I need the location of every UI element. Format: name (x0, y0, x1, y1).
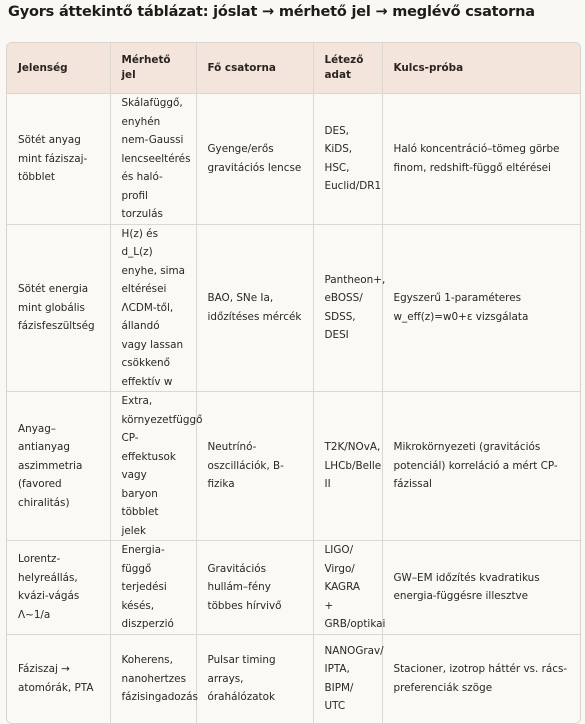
table-cell: Sötét energia mint globális fázisfeszültség (7, 224, 110, 392)
table-cell: H(z) és d_L(z) enyhe, sima eltérései ΛCDM-től, állandó vagy lassan csökkenő effektív w (110, 224, 196, 392)
table-cell: LIGO/ Virgo/ KAGRA + GRB/optikai (313, 541, 382, 635)
table-cell: Haló koncentráció–tömeg görbe finom, redshift-függő eltérései (382, 94, 580, 225)
header-existing-data: Létező adat (313, 43, 382, 94)
table-cell: Gyenge/erős gravitációs lencse (196, 94, 313, 225)
header-phenomenon: Jelenség (7, 43, 110, 94)
table-cell: Koherens, nanohertzes fázisingadozás (110, 634, 196, 723)
table-cell: T2K/NOvA, LHCb/Belle II (313, 392, 382, 541)
table-cell: Energia-függő terjedési késés, diszperzió (110, 541, 196, 635)
table-cell: Stacioner, izotrop háttér vs. rács-preferenciák szöge (382, 634, 580, 723)
table-cell: Neutrínó-oszcillációk, B-fizika (196, 392, 313, 541)
table-row (7, 224, 580, 392)
table-cell: Egyszerű 1-paraméteres w_eff(z)=w0+ε vizsgálata (382, 224, 580, 392)
table-cell: Pulsar timing arrays, órahálózatok (196, 634, 313, 723)
table-cell: Pantheon+, eBOSS/ SDSS, DESI (313, 224, 382, 392)
table-cell: Mikrokörnyezeti (gravitációs potenciál) korreláció a mért CP-fázissal (382, 392, 580, 541)
table-row (7, 634, 580, 723)
table-cell: GW–EM időzítés kvadratikus energia-függésre illesztve (382, 541, 580, 635)
table-cell: Fáziszaj → atomórák, PTA (7, 634, 110, 723)
table-cell: BAO, SNe Ia, időzítéses mércék (196, 224, 313, 392)
overview-table (7, 43, 580, 723)
table-cell: NANOGrav/ IPTA, BIPM/ UTC (313, 634, 382, 723)
table-cell: Gravitációs hullám–fény többes hírvivő (196, 541, 313, 635)
table-header-row (7, 43, 580, 94)
table-cell: Extra, környezetfüggő CP-effektusok vagy baryon többlet jelek (110, 392, 196, 541)
header-main-channel: Fő csatorna (196, 43, 313, 94)
table-cell: Lorentz-helyreállás, kvázi-vágás Λ~1/a (7, 541, 110, 635)
header-measurable-signal: Mérhető jel (110, 43, 196, 94)
table-cell: Sötét anyag mint fáziszaj-többlet (7, 94, 110, 225)
overview-table-container (6, 42, 581, 724)
header-key-test: Kulcs-próba (382, 43, 580, 94)
table-cell: Skálafüggő, enyhén nem-Gaussi lencseeltérés és haló-profil torzulás (110, 94, 196, 225)
table-row (7, 392, 580, 541)
table-cell: Anyag–antianyag aszimmetria (favored chiralitás) (7, 392, 110, 541)
page-title: Gyors áttekintő táblázat: jóslat → mérhető jel → meglévő csatorna (8, 4, 535, 20)
table-cell: DES, KiDS, HSC, Euclid/DR1 (313, 94, 382, 225)
table-row (7, 94, 580, 225)
table-row (7, 541, 580, 635)
